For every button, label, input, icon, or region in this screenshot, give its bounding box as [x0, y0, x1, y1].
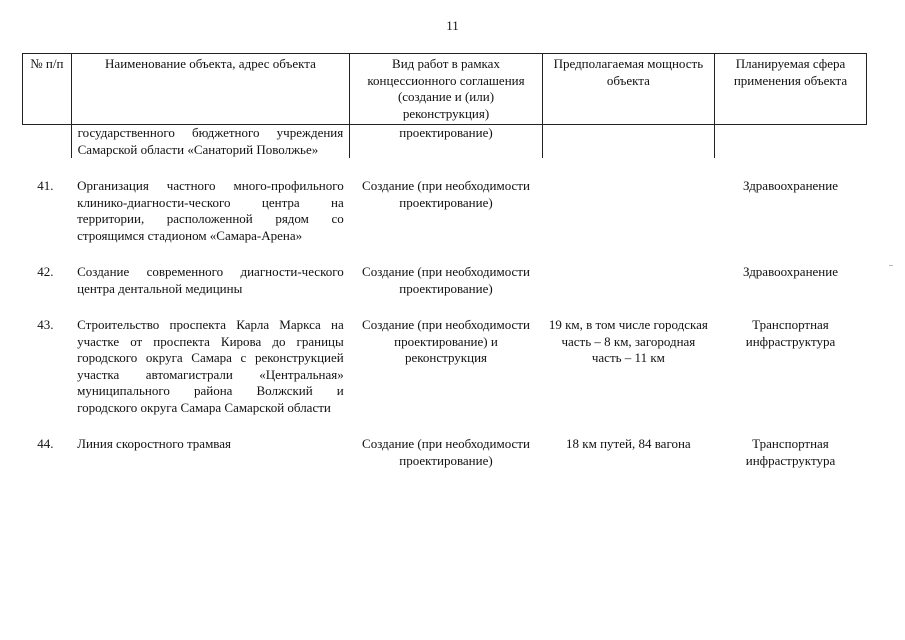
scan-margin-mark [889, 265, 893, 266]
row-spacer [23, 297, 867, 317]
cell-name: Строительство проспекта Карла Маркса на участке от проспекта Кирова до границы городского округа Самара с реконструкцией участка автомагистрали «Центральная» муниципального района Волжский и городского округа Самара Самарской области [77, 317, 344, 415]
cell-number: 42. [37, 264, 54, 279]
cell-work-type: проектирование) [350, 125, 543, 159]
row-spacer [23, 158, 867, 178]
page-number: 11 [446, 18, 459, 33]
cell-capacity: 18 км путей, 84 вагона [566, 436, 691, 451]
header-number: № п/п [23, 54, 72, 125]
table-row [23, 317, 867, 416]
cell-capacity [542, 125, 714, 159]
cell-name: Создание современного диагности-ческого центра дентальной медицины [77, 264, 344, 296]
row-spacer [23, 416, 867, 436]
header-capacity: Предполагаемая мощность объекта [542, 54, 714, 125]
header-work-type: Вид работ в рамках концессионного соглашения (создание и (или) реконструкция) [350, 54, 543, 125]
header-sphere: Планируемая сфера применения объекта [714, 54, 866, 125]
table-row [23, 264, 867, 297]
cell-capacity [542, 178, 714, 244]
cell-work-type: Создание (при необходимости проектирование) и реконструкция [362, 317, 530, 365]
cell-work-type: Создание (при необходимости проектирование) [362, 436, 530, 468]
cell-sphere: Здравоохранение [743, 264, 838, 279]
cell-number: 41. [37, 178, 54, 193]
cell-number: 43. [37, 317, 54, 332]
cell-capacity [542, 264, 714, 297]
cell-work-type: Создание (при необходимости проектирование) [362, 178, 530, 210]
table-row [23, 436, 867, 469]
table-row-continuation [23, 125, 867, 159]
cell-sphere [714, 125, 866, 159]
cell-name: Линия скоростного трамвая [77, 436, 232, 451]
cell-sphere: Здравоохранение [743, 178, 838, 193]
table-body [23, 125, 867, 470]
cell-name: государственного бюджетного учреждения Самарской области «Санаторий Поволжье» [71, 125, 350, 159]
cell-name: Организация частного много-профильного клинико-диагности-ческого центра на территории, расположенной рядом со строящимся стадионом «Самара-Арена» [77, 178, 344, 243]
table-header [23, 54, 867, 125]
cell-number [23, 125, 72, 159]
cell-sphere: Транспортная инфраструктура [745, 436, 836, 468]
cell-sphere: Транспортная инфраструктура [745, 317, 836, 349]
cell-number: 44. [37, 436, 54, 451]
row-spacer [23, 244, 867, 264]
header-name: Наименование объекта, адрес объекта [71, 54, 350, 125]
table-row [23, 178, 867, 244]
concession-objects-table [22, 53, 867, 469]
cell-capacity: 19 км, в том числе городская часть – 8 км, загородная часть – 11 км [548, 317, 708, 365]
cell-work-type: Создание (при необходимости проектирование) [362, 264, 530, 296]
